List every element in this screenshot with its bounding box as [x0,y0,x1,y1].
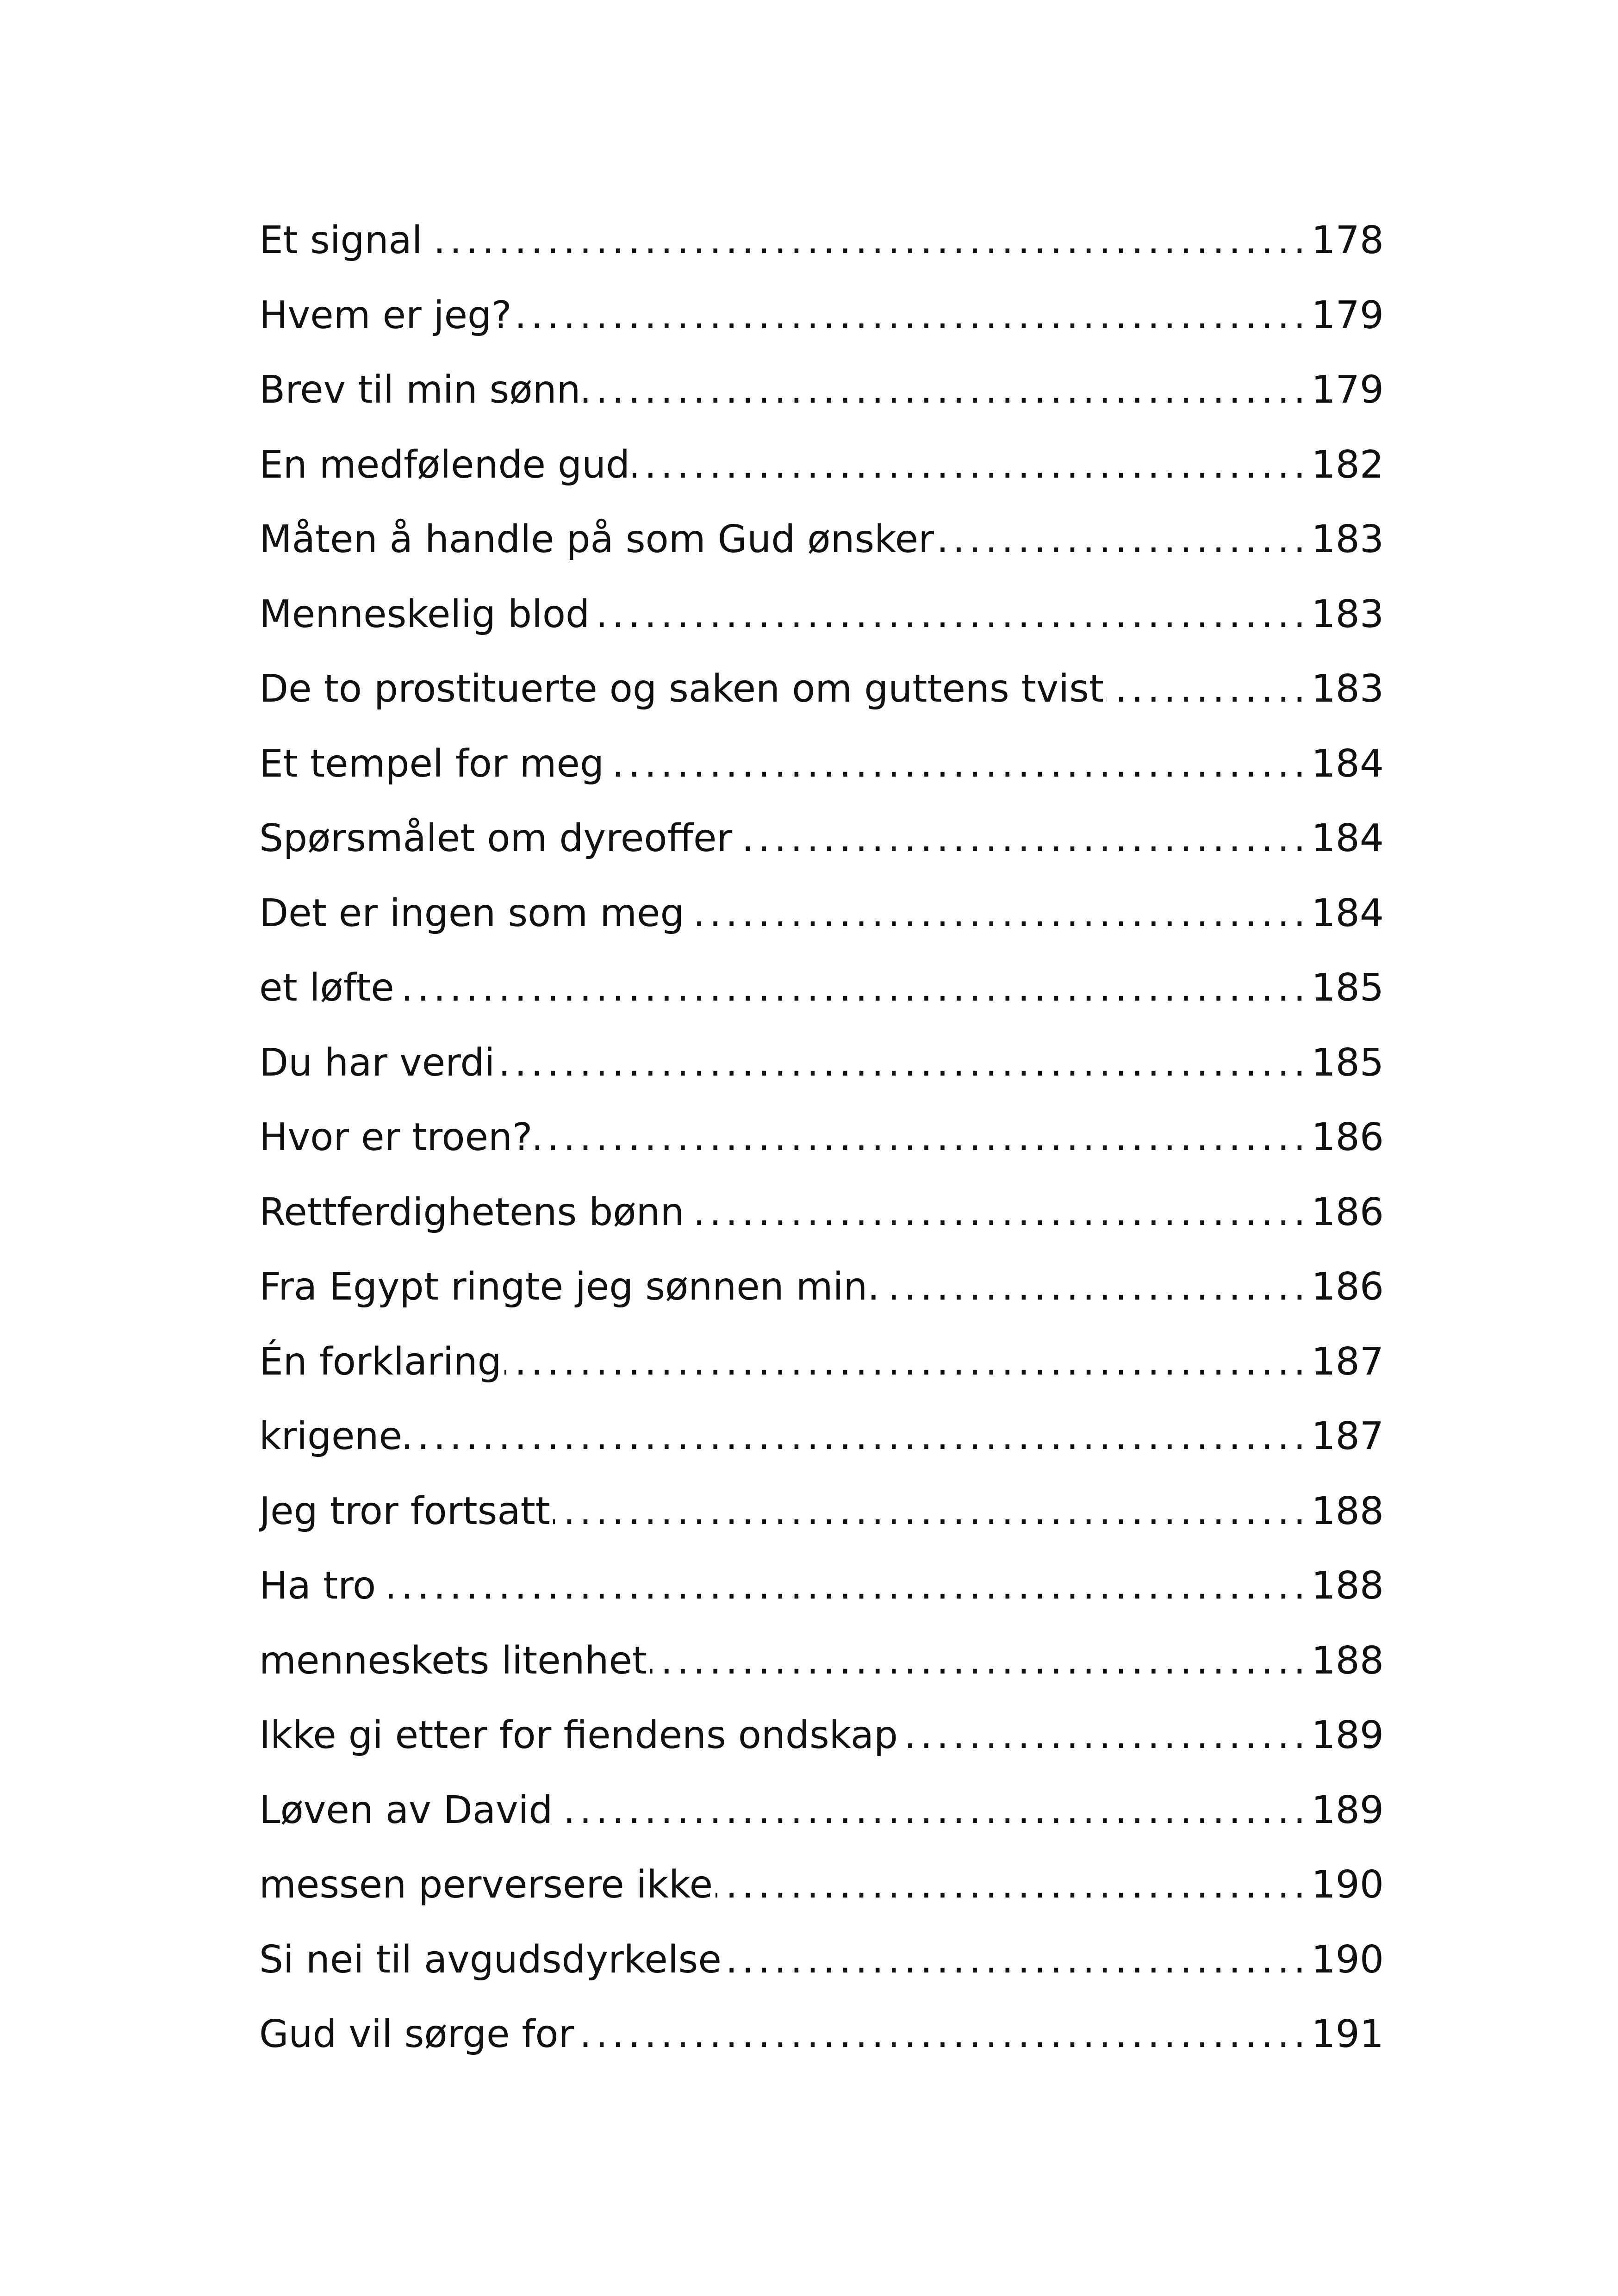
toc-entry-page: 187 [1311,1339,1384,1384]
toc-entry [259,1787,1384,1862]
toc-dot-leader [592,591,1310,638]
toc-entry [259,1563,1384,1638]
toc-entry-page: 186 [1311,1265,1384,1309]
toc-entry-title: et løfte [259,966,394,1010]
toc-entry-title: Jeg tror fortsatt [259,1489,550,1533]
toc-entry-title: Spørsmålet om dyreoffer [259,816,733,860]
toc-entry-title: Menneskelig blod [259,592,590,636]
toc-dot-leader [498,1040,1310,1086]
toc-entry-title: krigene [259,1414,402,1458]
toc-entry [259,1638,1384,1713]
toc-dot-leader [650,1638,1310,1684]
toc-entry [259,666,1384,741]
toc-dot-leader [607,741,1310,787]
toc-entry [259,1189,1384,1264]
toc-dot-leader [735,815,1310,862]
toc-dot-leader [901,1712,1310,1759]
toc-entry [259,1862,1384,1937]
toc-entry-title: Ha tro [259,1564,376,1608]
toc-entry-page: 179 [1311,368,1384,412]
toc-dot-leader [515,292,1310,339]
toc-dot-leader [425,218,1310,264]
toc-entry-page: 184 [1311,741,1384,786]
toc-dot-leader [555,1787,1310,1834]
toc-entry-title: menneskets litenhet [259,1638,647,1683]
toc-entry-page: 184 [1311,816,1384,860]
toc-entry-page: 188 [1311,1638,1384,1683]
toc-entry-title: Et signal [259,218,423,262]
toc-dot-leader [724,1937,1310,1983]
toc-entry [259,292,1384,367]
toc-dot-leader [553,1488,1310,1535]
toc-entry-title: Si nei til avgudsdyrkelse [259,1937,722,1982]
toc-entry-page: 187 [1311,1414,1384,1458]
toc-dot-leader [937,516,1310,563]
toc-entry-page: 178 [1311,218,1384,262]
toc-entry-title: Løven av David [259,1788,553,1832]
toc-entry-title: Du har verdi [259,1040,495,1085]
toc-entry [259,516,1384,591]
toc-entry [259,1040,1384,1115]
toc-entry-title: Hvor er troen? [259,1115,533,1159]
toc-dot-leader [397,965,1310,1011]
toc-entry-page: 191 [1311,2012,1384,2056]
toc-entry-page: 184 [1311,891,1384,935]
toc-entry-title: En medfølende gud [259,442,630,487]
toc-entry [259,2011,1384,2086]
table-of-contents [259,218,1384,2086]
toc-dot-leader [379,1563,1310,1609]
toc-entry-page: 179 [1311,293,1384,337]
toc-entry-title: Ikke gi etter for fiendens ondskap [259,1713,898,1757]
toc-entry-title: Brev til min sønn [259,368,581,412]
toc-entry-title: Gud vil sørge for [259,2012,574,2056]
toc-entry [259,741,1384,816]
toc-entry [259,367,1384,442]
toc-entry-page: 186 [1311,1115,1384,1159]
toc-dot-leader [577,2011,1310,2058]
toc-entry [259,1114,1384,1189]
toc-dot-leader [716,1862,1310,1908]
toc-entry-title: Fra Egypt ringte jeg sønnen min. [259,1265,880,1309]
toc-entry [259,1339,1384,1414]
toc-entry-title: Måten å handle på som Gud ønsker [259,517,934,561]
toc-entry [259,965,1384,1040]
toc-dot-leader [882,1264,1310,1310]
toc-dot-leader [504,1339,1310,1385]
toc-entry-page: 190 [1311,1937,1384,1982]
toc-entry-page: 185 [1311,966,1384,1010]
toc-dot-leader [687,1189,1310,1236]
toc-entry [259,1264,1384,1339]
toc-entry-page: 183 [1311,667,1384,711]
toc-entry [259,890,1384,965]
toc-entry-page: 188 [1311,1564,1384,1608]
toc-entry-page: 189 [1311,1713,1384,1757]
toc-entry [259,815,1384,890]
toc-entry [259,218,1384,292]
toc-entry-page: 183 [1311,517,1384,561]
toc-entry [259,1937,1384,2012]
toc-entry [259,1413,1384,1488]
toc-entry-page: 182 [1311,442,1384,487]
toc-dot-leader [405,1413,1310,1460]
toc-dot-leader [535,1114,1310,1161]
toc-dot-leader [687,890,1310,937]
toc-entry-page: 189 [1311,1788,1384,1832]
toc-entry-page: 190 [1311,1863,1384,1907]
toc-entry-title: Rettferdighetens bønn [259,1190,685,1234]
toc-entry [259,442,1384,517]
toc-entry-page: 185 [1311,1040,1384,1085]
toc-entry-title: messen perversere ikke [259,1863,713,1907]
toc-entry-page: 183 [1311,592,1384,636]
toc-entry [259,1712,1384,1787]
toc-entry-page: 186 [1311,1190,1384,1234]
toc-entry-title: Hvem er jeg? [259,293,512,337]
toc-entry-title: Et tempel for meg [259,741,604,786]
toc-entry-page: 188 [1311,1489,1384,1533]
toc-entry [259,591,1384,666]
toc-dot-leader [584,367,1310,413]
toc-entry [259,1488,1384,1563]
toc-entry-title: Én forklaring [259,1339,502,1384]
toc-entry-title: Det er ingen som meg [259,891,685,935]
toc-dot-leader [633,442,1310,488]
toc-dot-leader [1107,666,1310,712]
toc-entry-title: De to prostituerte og saken om guttens tvist [259,667,1104,711]
